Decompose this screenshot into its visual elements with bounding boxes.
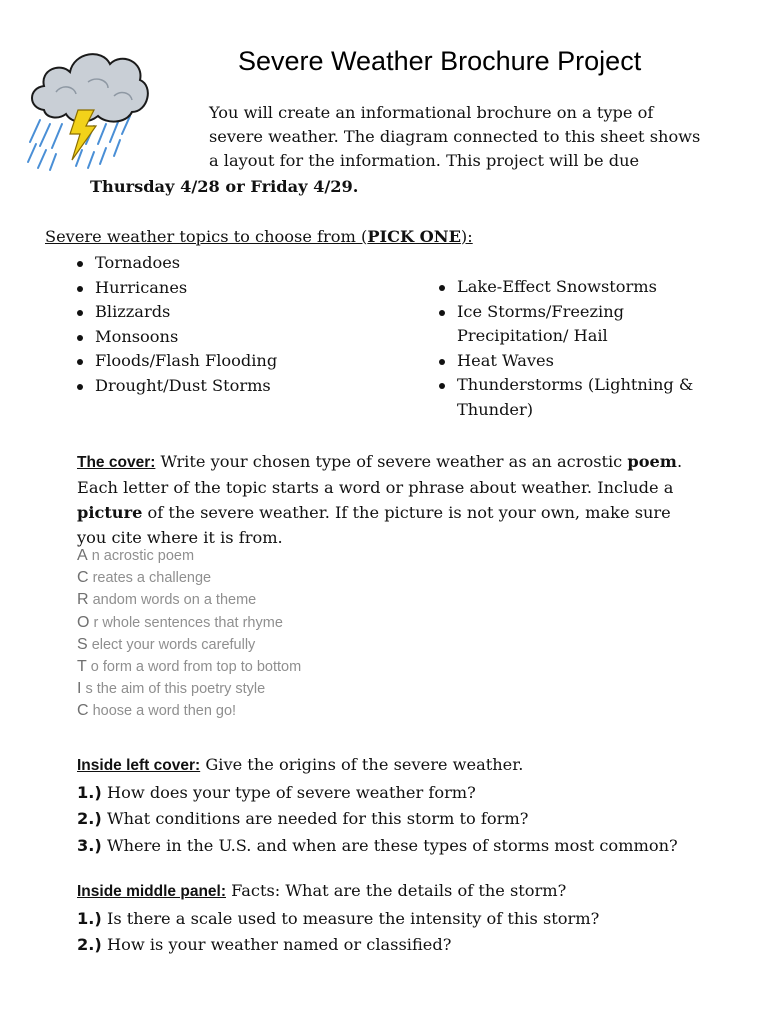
acrostic-line: C reates a challenge — [77, 569, 212, 587]
acrostic-line: I s the aim of this poetry style — [77, 680, 266, 698]
storm-cloud-icon — [22, 32, 152, 172]
acrostic-line: T o form a word from top to bottom — [77, 658, 302, 676]
inside-left-section: Inside left cover: Give the origins of the severe weather. 1.) How does your type of severe weather form? 2.) What conditions are needed for this storm to form? 3.) Where in the U.S. and when are these types of storms most common? — [77, 752, 737, 859]
question: 3.) Where in the U.S. and when are these types of storms most common? — [77, 835, 678, 855]
acrostic-line: O r whole sentences that rhyme — [77, 613, 283, 631]
question: 1.) Is there a scale used to measure the intensity of this storm? — [77, 908, 600, 928]
question: 2.) How is your weather named or classified? — [77, 935, 452, 954]
acrostic-line: A n acrostic poem — [77, 547, 195, 564]
list-item: Floods/Flash Flooding — [73, 349, 277, 374]
page-title: Severe Weather Brochure Project — [238, 46, 642, 76]
question: 2.) What conditions are needed for this storm to form? — [77, 809, 529, 828]
list-item: Lake-Effect Snowstorms — [435, 275, 693, 300]
intro-line: You will create an informational brochure on a type of — [209, 103, 654, 122]
list-item: Monsoons — [73, 325, 277, 350]
question: 1.) How does your type of severe weather form? — [77, 782, 476, 802]
list-item: Blizzards — [73, 300, 277, 325]
list-item: Hurricanes — [73, 276, 277, 301]
intro-paragraph — [209, 101, 749, 173]
topics-list-left — [73, 251, 277, 399]
list-item: Heat Waves — [435, 349, 693, 374]
acrostic-line: R andom words on a theme — [77, 591, 257, 609]
list-item: Ice Storms/Freezing Precipitation/ Hail — [435, 300, 693, 349]
acrostic-line: C hoose a word then go! — [77, 702, 237, 720]
acrostic-line: S elect your words carefully — [77, 635, 256, 653]
list-item: Drought/Dust Storms — [73, 374, 277, 399]
topics-heading: Severe weather topics to choose from (PICK ONE): — [45, 227, 473, 246]
inside-middle-section: Inside middle panel: Facts: What are the details of the storm? 1.) Is there a scale used to measure the intensity of this storm? 2.) How is your weather named or classified? — [77, 878, 737, 959]
topics-list-right — [435, 275, 693, 423]
section-heading: Inside left cover: — [77, 757, 201, 774]
list-item: Thunderstorms (Lightning & Thunder) — [435, 373, 693, 422]
section-heading: The cover: — [77, 454, 156, 471]
intro-line: severe weather. The diagram connected to this sheet shows — [209, 127, 701, 146]
intro-line: a layout for the information. This project will be due — [209, 151, 640, 170]
section-heading: Inside middle panel: — [77, 883, 226, 900]
list-item: Tornadoes — [73, 251, 277, 276]
cover-section: The cover: Write your chosen type of severe weather as an acrostic poem. Each letter of the topic starts a word or phrase about weather. Include a picture of the severe weather. If the picture is not your own, make sure you cite where it is from. — [77, 452, 683, 547]
acrostic-example — [77, 545, 301, 723]
due-date: Thursday 4/28 or Friday 4/29. — [90, 177, 359, 196]
